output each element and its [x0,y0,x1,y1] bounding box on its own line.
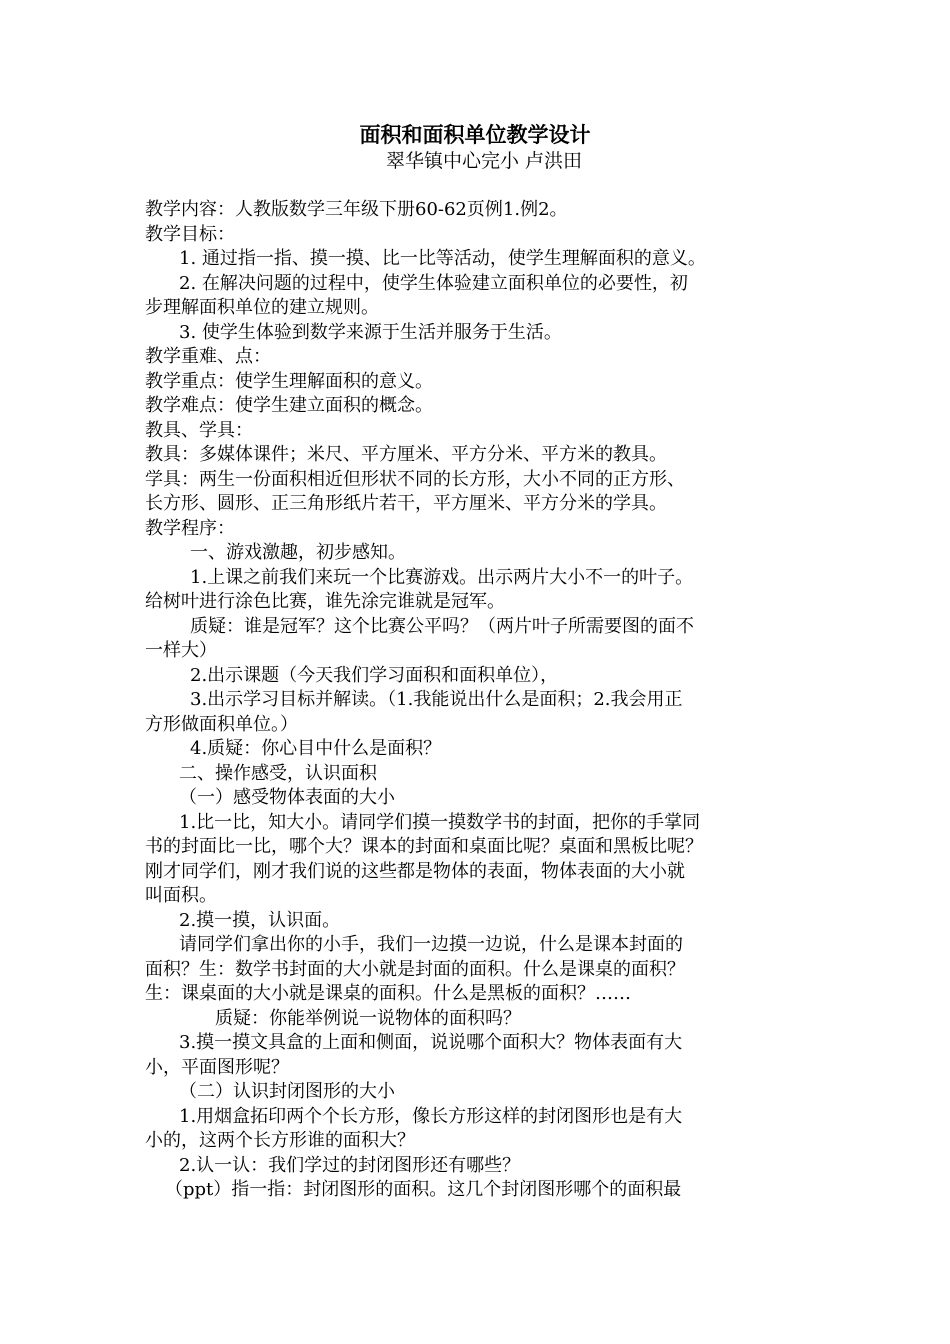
text-line: 1.比一比，知大小。请同学们摸一摸数学书的封面，把你的手掌同 [179,811,701,833]
text-line: 2.出示课题（今天我们学习面积和面积单位）， [190,664,559,686]
text-line: 2.认一认：我们学过的封闭图形还有哪些？ [179,1154,521,1176]
text-line: 教学目标： [145,223,235,245]
text-line: 面积？生：数学书封面的大小就是封面的面积。什么是课桌的面积？ [145,958,685,980]
text-line: 质疑：谁是冠军？这个比赛公平吗？（两片叶子所需要图的面不 [190,615,694,637]
text-line: 2. 在解决问题的过程中，使学生体验建立面积单位的必要性，初 [179,272,688,294]
text-line: 教学难点：使学生建立面积的概念。 [145,395,433,416]
text-line: 3. 使学生体验到数学来源于生活并服务于生活。 [179,321,562,343]
text-line: 教学程序： [145,517,235,539]
document-title: 面积和面积单位教学设计 [359,122,591,147]
text-line: 1.上课之前我们来玩一个比赛游戏。出示两片大小不一的叶子。 [190,566,694,588]
text-line: 小，平面图形呢？ [145,1056,289,1078]
text-line: 一、游戏激趣，初步感知。 [190,542,406,563]
text-line: 3.出示学习目标并解读。（1.我能说出什么是面积；2.我会用正 [190,689,683,710]
text-line: 1.用烟盒拓印两个个长方形，像长方形这样的封闭图形也是有大 [179,1105,683,1127]
text-line: 3.摸一摸文具盒的上面和侧面，说说哪个面积大？物体表面有大 [179,1032,683,1053]
text-line: 教学重点：使学生理解面积的意义。 [145,370,433,392]
text-line: 书的封面比一比，哪个大？课本的封面和桌面比呢？桌面和黑板比呢？ [145,836,703,857]
text-line: （二）认识封闭图形的大小 [179,1081,395,1102]
text-line: 教具、学具： [145,419,253,441]
text-line: 请同学们拿出你的小手，我们一边摸一边说，什么是课本封面的 [179,934,683,955]
text-line: 小的，这两个长方形谁的面积大？ [145,1130,415,1151]
text-line: 二、操作感受，认识面积 [179,762,377,784]
text-line: 步理解面积单位的建立规则。 [145,297,379,318]
text-line: 给树叶进行涂色比赛，谁先涂完谁就是冠军。 [145,591,505,612]
text-line: 教学重难、点： [145,346,271,367]
text-line: 学具：两生一份面积相近但形状不同的长方形，大小不同的正方形、 [145,468,685,490]
text-line: （一）感受物体表面的大小 [179,787,395,808]
text-line: 教具：多媒体课件；米尺、平方厘米、平方分米、平方米的教具。 [145,444,667,465]
text-line: 4.质疑：你心目中什么是面积？ [190,738,442,759]
text-line: 叫面积。 [145,885,217,906]
text-line: 方形做面积单位。） [145,713,298,735]
text-line: 2.摸一摸，认识面。 [179,909,341,931]
text-line: 质疑：你能举例说一说物体的面积吗？ [215,1007,521,1029]
text-line: 教学内容：人教版数学三年级下册60-62页例1.例2。 [145,199,568,220]
document-body [145,198,815,1203]
text-line: 1. 通过指一指、摸一摸、比一比等活动，使学生理解面积的意义。 [179,248,706,269]
text-line: 一样大） [145,640,217,661]
document-author: 翠华镇中心完小 卢洪田 [386,150,583,172]
text-line: 生：课桌面的大小就是课桌的面积。什么是黑板的面积？…… [145,983,631,1004]
text-line: 长方形、圆形、正三角形纸片若干，平方厘米、平方分米的学具。 [145,493,667,514]
text-line: 刚才同学们，刚才我们说的这些都是物体的表面，物体表面的大小就 [145,860,685,882]
text-line: （ppt）指一指：封闭图形的面积。这几个封闭图形哪个的面积最 [165,1179,682,1200]
